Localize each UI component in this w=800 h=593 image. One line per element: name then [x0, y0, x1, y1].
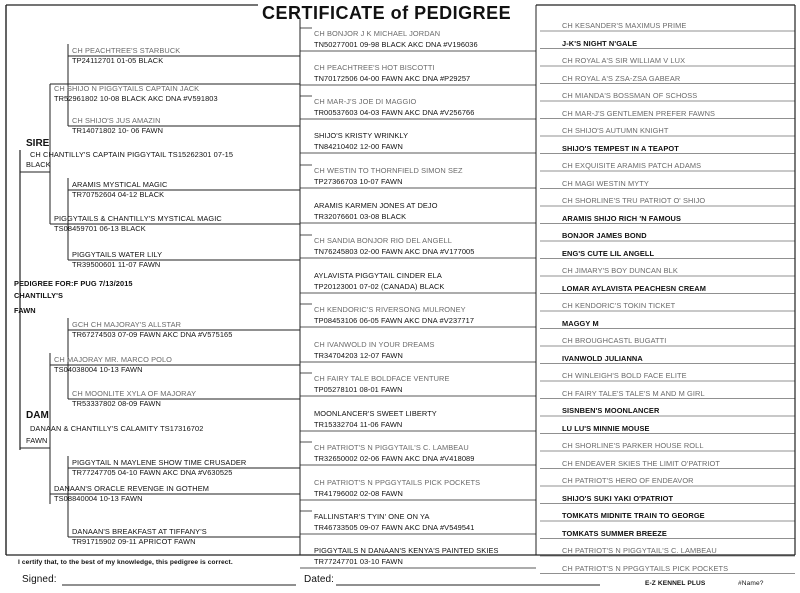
gen4-name-13: CH PATRIOT'S N PPGGYTAILS PICK POCKETS [314, 478, 481, 487]
gen5-ancestor-13: ENG'S CUTE LIL ANGELL [562, 248, 655, 258]
gen4-info-14: TR46733505 09-07 FAWN AKC DNA #V549541 [314, 523, 475, 532]
gen3-name-4: GCH CH MAJORAY'S ALLSTAR [72, 320, 182, 329]
gen4-info-5: TR32076601 03-08 BLACK [314, 212, 407, 221]
gen3-info-6: TR77247705 04-10 FAWN AKC DNA #V630525 [72, 468, 233, 477]
subject-color: FAWN [14, 306, 36, 315]
gen5-ancestor-0: CH KESANDER'S MAXIMUS PRIME [562, 21, 687, 30]
dated-label: Dated: [304, 574, 335, 585]
sire-info: BLACK [26, 160, 51, 169]
gen2-info-1: TS08459701 06-13 BLACK [54, 224, 146, 233]
signed-label: Signed: [22, 574, 57, 585]
gen5-ancestor-19: IVANWOLD JULIANNA [562, 353, 643, 363]
subject-heading: PEDIGREE FOR:F PUG 7/13/2015 [14, 279, 133, 288]
gen3-name-6: PIGGYTAIL N MAYLENE SHOW TIME CRUSADER [72, 458, 247, 467]
gen4-name-9: CH IVANWOLD IN YOUR DREAMS [314, 340, 435, 349]
gen2-name-1: PIGGYTAILS & CHANTILLY'S MYSTICAL MAGIC [54, 214, 222, 223]
gen3-info-0: TP24112701 01-05 BLACK [72, 56, 164, 65]
gen5-ancestor-30: CH PATRIOT'S N PIGGYTAIL'S C. LAMBEAU [562, 546, 717, 555]
gen5-ancestor-23: LU LU'S MINNIE MOUSE [562, 423, 650, 433]
gen5-ancestor-25: CH ENDEAVER SKIES THE LIMIT O'PATRIOT [562, 458, 721, 468]
gen5-ancestor-29: TOMKATS SUMMER BREEZE [562, 528, 667, 538]
gen5-ancestor-2: CH ROYAL A'S SIR WILLIAM V LUX [562, 56, 686, 65]
gen3-name-1: CH SHIJO'S JUS AMAZIN [72, 116, 161, 125]
gen2-name-3: DANAAN'S ORACLE REVENGE IN GOTHEM [54, 484, 210, 493]
gen3-info-4: TR67274503 07-09 FAWN AKC DNA #V575165 [72, 330, 233, 339]
gen3-info-5: TR53337802 08-09 FAWN [72, 399, 161, 408]
gen5-ancestor-26: CH PATRIOT'S HERO OF ENDEAVOR [562, 476, 694, 485]
gen4-info-0: TN50277001 09-98 BLACK AKC DNA #V196036 [314, 40, 478, 49]
gen4-info-7: TP20123001 07-02 (CANADA) BLACK [314, 282, 445, 291]
gen5-ancestor-21: CH FAIRY TALE'S TALE'S M AND M GIRL [562, 388, 705, 398]
certificate-title: CERTIFICATE of PEDIGREE [262, 3, 512, 23]
gen2-info-3: TS08840004 10-13 FAWN [54, 494, 143, 503]
gen3-name-0: CH PEACHTREE'S STARBUCK [72, 46, 181, 55]
gen4-name-6: CH SANDIA BONJOR RIO DEL ANGELL [314, 236, 452, 245]
gen2-name-0: CH SHIJO N PIGGYTAILS CAPTAIN JACK [54, 84, 200, 93]
gen4-info-6: TN76245803 02-00 FAWN AKC DNA #V177005 [314, 247, 475, 256]
gen4-info-2: TR00537603 04-03 FAWN AKC DNA #V256766 [314, 108, 475, 117]
certify-statement: I certify that, to the best of my knowledge, this pedigree is correct. [18, 559, 233, 566]
gen5-ancestor-15: LOMAR AYLAVISTA PEACHESN CREAM [562, 283, 706, 293]
gen5-ancestor-16: CH KENDORIC'S TOKIN TICKET [562, 301, 676, 310]
dam-label: DAM [26, 410, 49, 421]
gen5-ancestor-1: J-K'S NIGHT N'GALE [562, 38, 638, 48]
gen5-ancestor-8: CH EXQUISITE ARAMIS PATCH ADAMS [562, 161, 702, 170]
gen4-name-1: CH PEACHTREE'S HOT BISCOTTI [314, 63, 435, 72]
gen5-ancestor-20: CH WINLEIGH'S BOLD FACE ELITE [562, 371, 687, 380]
gen3-info-3: TR39500601 11-07 FAWN [72, 260, 161, 269]
gen2-info-0: TR52961802 10-08 BLACK AKC DNA #V591803 [54, 94, 218, 103]
gen5-ancestor-31: CH PATRIOT'S N PPGGYTAILS PICK POCKETS [562, 563, 729, 573]
gen4-info-10: TP05278101 08-01 FAWN [314, 385, 403, 394]
gen4-name-0: CH BONJOR J K MICHAEL JORDAN [314, 29, 441, 38]
gen5-ancestor-9: CH MAGI WESTIN MYTY [562, 178, 649, 188]
gen4-info-1: TN70172506 04-00 FAWN AKC DNA #P29257 [314, 74, 471, 83]
gen5-ancestor-11: ARAMIS SHIJO RICH 'N FAMOUS [562, 213, 682, 223]
gen4-info-12: TR32650002 02-06 FAWN AKC DNA #V418089 [314, 454, 475, 463]
gen5-ancestor-27: SHIJO'S SUKI YAKI O'PATRIOT [562, 493, 674, 503]
dam-name: DANAAN & CHANTILLY'S CALAMITY TS17316702 [30, 424, 204, 433]
gen5-ancestor-5: CH MAR-J'S GENTLEMEN PREFER FAWNS [562, 108, 716, 118]
gen5-ancestor-6: CH SHIJO'S AUTUMN KNIGHT [562, 126, 669, 135]
gen4-name-14: FALLINSTAR'S TYIN' ONE ON YA [314, 512, 430, 521]
gen4-name-3: SHIJO'S KRISTY WRINKLY [314, 131, 409, 140]
sire-label: SIRE [26, 138, 50, 149]
gen4-info-3: TN84210402 12-00 FAWN [314, 142, 403, 151]
gen3-name-2: ARAMIS MYSTICAL MAGIC [72, 180, 168, 189]
gen2-info-2: TS04038004 10-13 FAWN [54, 365, 143, 374]
gen4-info-11: TR15332704 11-06 FAWN [314, 420, 403, 429]
gen5-ancestor-12: BONJOR JAMES BOND [562, 231, 647, 240]
gen4-name-5: ARAMIS KARMEN JONES AT DEJO [314, 201, 438, 210]
gen5-ancestor-3: CH ROYAL A'S ZSA-ZSA GABEAR [562, 73, 681, 83]
gen3-info-2: TR70752604 04-12 BLACK [72, 190, 165, 199]
gen4-info-8: TP08453106 06-05 FAWN AKC DNA #V237717 [314, 316, 475, 325]
gen4-info-15: TR77247701 03-10 FAWN [314, 557, 403, 566]
gen4-name-4: CH WESTIN TO THORNFIELD SIMON SEZ [314, 166, 463, 175]
gen5-ancestor-18: CH BROUGHCASTL BUGATTI [562, 336, 667, 345]
gen4-name-11: MOONLANCER'S SWEET LIBERTY [314, 409, 437, 418]
gen5-ancestor-10: CH SHORLINE'S TRU PATRIOT O' SHIJO [562, 196, 706, 205]
gen5-ancestor-22: SISNBEN'S MOONLANCER [562, 406, 660, 415]
gen3-info-7: TR91715902 09-11 APRICOT FAWN [72, 537, 196, 546]
gen4-name-2: CH MAR-J'S JOE DI MAGGIO [314, 97, 417, 106]
gen3-info-1: TR14071802 10- 06 FAWN [72, 126, 164, 135]
gen5-ancestor-28: TOMKATS MIDNITE TRAIN TO GEORGE [562, 511, 705, 520]
sire-name: CH CHANTILLY'S CAPTAIN PIGGYTAIL TS15262301 07-15 [30, 150, 234, 159]
gen4-name-15: PIGGYTAILS N DANAAN'S KENYA'S PAINTED SKIES [314, 546, 499, 555]
gen4-name-10: CH FAIRY TALE BOLDFACE VENTURE [314, 374, 450, 383]
gen5-ancestor-24: CH SHORLINE'S PARKER HOUSE ROLL [562, 441, 704, 450]
gen3-name-3: PIGGYTAILS WATER LILY [72, 250, 163, 259]
gen5-ancestor-17: MAGGY M [562, 318, 599, 328]
gen4-info-9: TR34704203 12-07 FAWN [314, 351, 403, 360]
subject-name: CHANTILLY'S [14, 291, 63, 300]
dam-info: FAWN [26, 436, 48, 445]
gen4-name-7: AYLAVISTA PIGGYTAIL CINDER ELA [314, 271, 442, 280]
gen3-name-7: DANAAN'S BREAKFAST AT TIFFANY'S [72, 527, 207, 536]
gen4-info-4: TP27366703 10-07 FAWN [314, 177, 403, 186]
gen4-info-13: TR41796002 02-08 FAWN [314, 489, 403, 498]
gen5-ancestor-4: CH MIANDA'S BOSSMAN OF SCHOSS [562, 91, 698, 100]
gen4-name-8: CH KENDORIC'S RIVERSONG MULRONEY [314, 305, 466, 314]
software-name: E-Z KENNEL PLUS [645, 580, 706, 587]
gen4-name-12: CH PATRIOT'S N PIGGYTAIL'S C. LAMBEAU [314, 443, 469, 452]
gen5-ancestor-14: CH JIMARY'S BOY DUNCAN BLK [562, 266, 678, 275]
name-reference: #Name? [738, 580, 764, 587]
gen2-name-2: CH MAJORAY MR. MARCO POLO [54, 355, 173, 364]
gen5-ancestor-7: SHIJO'S TEMPEST IN A TEAPOT [562, 143, 679, 153]
gen3-name-5: CH MOONLITE XYLA OF MAJORAY [72, 389, 197, 398]
